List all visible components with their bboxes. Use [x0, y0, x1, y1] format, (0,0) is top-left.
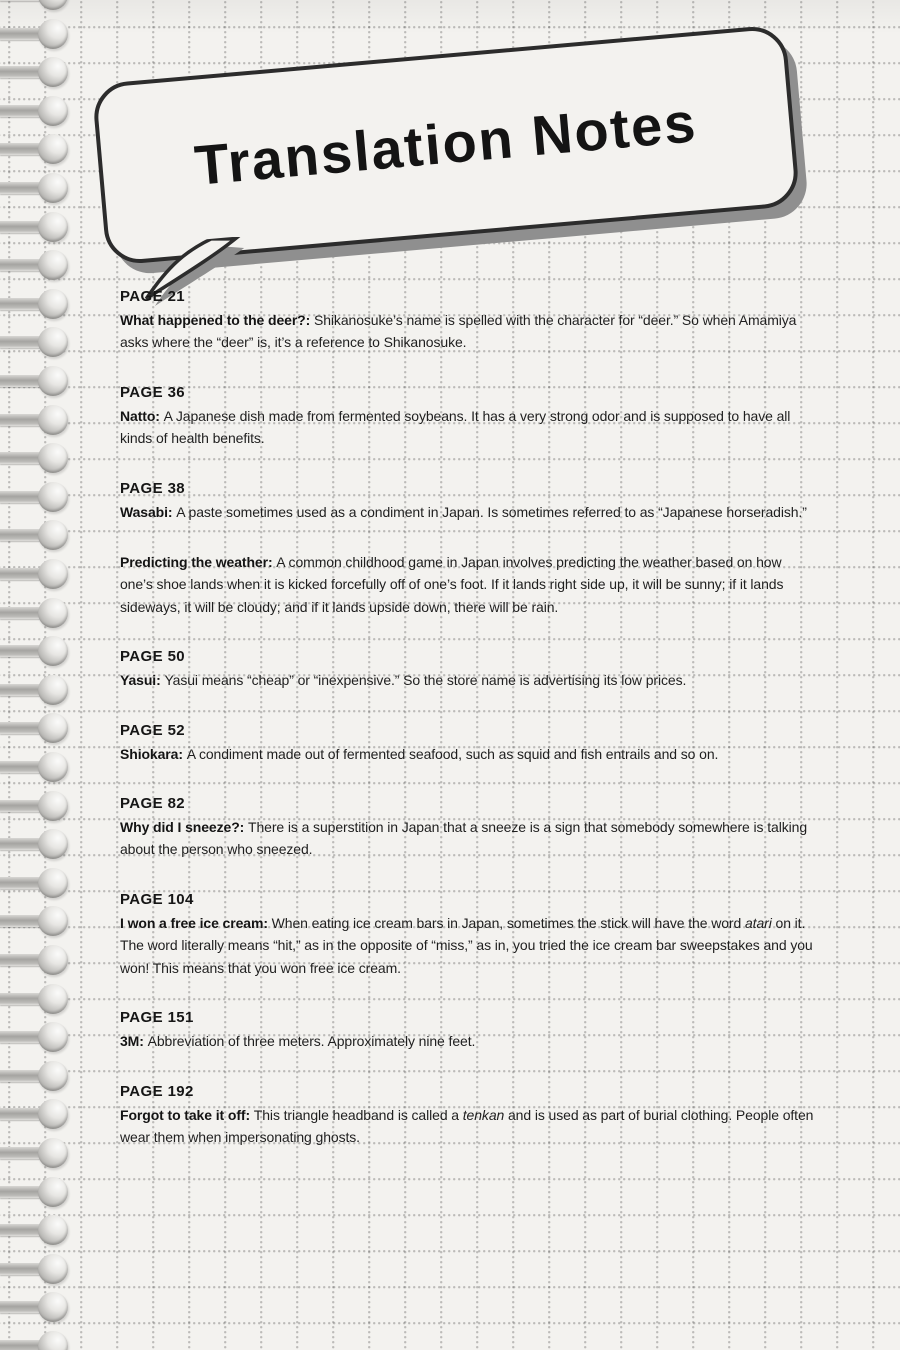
- binder-ring-icon: [0, 366, 70, 396]
- binder-ring-hole: [38, 482, 68, 512]
- translation-notes-list: [120, 288, 814, 1178]
- note-entry: [120, 816, 814, 861]
- binder-ring-hole: [38, 1099, 68, 1129]
- note-entry: [120, 501, 814, 523]
- binder-ring-hole: [38, 752, 68, 782]
- spiral-binding: [0, 0, 80, 1350]
- page-heading: PAGE 192: [120, 1082, 194, 1100]
- note-entry: [120, 1104, 814, 1149]
- binder-ring-icon: [0, 1138, 70, 1168]
- binder-ring-icon: [0, 1215, 70, 1245]
- binder-ring-icon: [0, 173, 70, 203]
- binder-ring-hole: [38, 1331, 68, 1350]
- binder-ring-hole: [38, 405, 68, 435]
- binder-ring-icon: [0, 0, 70, 10]
- note-section: [120, 384, 814, 450]
- note-section: [120, 480, 814, 619]
- binder-ring-icon: [0, 1254, 70, 1284]
- binder-ring-icon: [0, 443, 70, 473]
- binder-ring-icon: [0, 713, 70, 743]
- page-heading: PAGE 21: [120, 288, 186, 305]
- note-text: A condiment made out of fermented seafood, such as squid and fish entrails and so on.: [186, 745, 719, 762]
- binder-ring-hole: [38, 559, 68, 589]
- page-heading: PAGE 82: [120, 795, 186, 813]
- note-term: What happened to the deer?:: [120, 312, 314, 328]
- binder-ring-hole: [38, 1292, 68, 1322]
- binder-ring-icon: [0, 906, 70, 936]
- binder-ring-hole: [38, 1138, 68, 1168]
- binder-ring-icon: [0, 1022, 70, 1052]
- binder-ring-icon: [0, 96, 70, 126]
- binder-ring-icon: [0, 945, 70, 975]
- binder-ring-hole: [38, 1254, 68, 1284]
- note-term: 3M:: [120, 1033, 148, 1050]
- note-text: This triangle headband is called a: [253, 1106, 463, 1123]
- note-text: on it. The word literally means “hit,” as in the opposite of “miss,” as in, you tried the ice cream bar sweepstakes and you won! This means that you won free ice cream.: [120, 914, 813, 976]
- binder-ring-icon: [0, 752, 70, 782]
- note-text: A Japanese dish made from fermented soybeans. It has a very strong odor and is supposed to have all kinds of health benefits.: [120, 407, 791, 447]
- binder-ring-hole: [38, 1022, 68, 1052]
- binder-ring-icon: [0, 250, 70, 280]
- binder-ring-icon: [0, 984, 70, 1014]
- binder-ring-icon: [0, 1061, 70, 1091]
- note-term: Natto:: [120, 407, 164, 424]
- binder-ring-hole: [38, 250, 68, 280]
- binder-ring-icon: [0, 327, 70, 357]
- binder-ring-icon: [0, 598, 70, 628]
- binder-ring-icon: [0, 1292, 70, 1322]
- binder-ring-icon: [0, 482, 70, 512]
- binder-ring-icon: [0, 559, 70, 589]
- binder-ring-icon: [0, 1099, 70, 1129]
- binder-ring-icon: [0, 829, 70, 859]
- binder-ring-icon: [0, 791, 70, 821]
- note-section: [120, 795, 814, 861]
- note-text: and is used as part of burial clothing. People often wear them when impersonating ghosts.: [120, 1106, 814, 1145]
- note-entry: [120, 309, 814, 354]
- note-entry: [120, 743, 814, 765]
- binder-ring-hole: [38, 791, 68, 821]
- note-section: [120, 891, 814, 979]
- binder-ring-hole: [38, 327, 68, 357]
- binder-ring-icon: [0, 1177, 70, 1207]
- note-text: A paste sometimes used as a condiment in Japan. Is sometimes referred to as “Japanese horseradish.”: [176, 503, 807, 520]
- binder-ring-hole: [38, 289, 68, 319]
- note-entry: [120, 1030, 814, 1052]
- note-section: [120, 1009, 814, 1052]
- binder-ring-hole: [38, 829, 68, 859]
- binder-ring-hole: [38, 598, 68, 628]
- binder-ring-hole: [38, 945, 68, 975]
- page-title: Translation Notes: [192, 89, 700, 197]
- binder-ring-hole: [38, 19, 68, 49]
- note-term: Shiokara:: [120, 745, 187, 762]
- binder-ring-hole: [38, 868, 68, 898]
- binder-ring-hole: [38, 57, 68, 87]
- note-term: Forgot to take it off:: [120, 1106, 254, 1123]
- binder-ring-hole: [38, 134, 68, 164]
- page-heading: PAGE 104: [120, 890, 194, 908]
- italic-term: tenkan: [462, 1106, 505, 1123]
- note-text: There is a superstition in Japan that a sneeze is a sign that somebody somewhere is talking about the person who sneezed.: [120, 819, 808, 858]
- binder-ring-icon: [0, 134, 70, 164]
- binder-ring-hole: [38, 1215, 68, 1245]
- note-term: Predicting the weather:: [120, 554, 277, 571]
- note-term: Wasabi:: [120, 503, 177, 520]
- binder-ring-hole: [38, 96, 68, 126]
- binder-ring-hole: [38, 212, 68, 242]
- page-heading: PAGE 50: [120, 648, 186, 666]
- binder-ring-hole: [38, 1061, 68, 1091]
- note-term: Why did I sneeze?:: [120, 819, 249, 836]
- binder-ring-hole: [38, 443, 68, 473]
- binder-ring-icon: [0, 405, 70, 435]
- page-heading: PAGE 52: [120, 721, 186, 739]
- page-heading: PAGE 151: [120, 1009, 194, 1027]
- binder-ring-icon: [0, 57, 70, 87]
- binder-ring-icon: [0, 19, 70, 49]
- binder-ring-hole: [38, 984, 68, 1014]
- note-term: Yasui:: [120, 672, 165, 689]
- binder-ring-hole: [38, 675, 68, 705]
- note-text: Abbreviation of three meters. Approximately nine feet.: [147, 1033, 476, 1050]
- note-text: When eating ice cream bars in Japan, sometimes the stick will have the word: [271, 914, 745, 931]
- note-section: [120, 288, 814, 354]
- binder-ring-hole: [38, 636, 68, 666]
- note-text: Yasui means “cheap” or “inexpensive.” So the store name is advertising its low prices.: [164, 672, 687, 689]
- note-entry: [120, 912, 814, 979]
- binder-ring-hole: [38, 366, 68, 396]
- note-entry: [120, 669, 814, 691]
- binder-ring-icon: [0, 289, 70, 319]
- note-text: Shikanosuke’s name is spelled with the character for “deer.” So when Amamiya asks where the “deer” is, it’s a reference to Shikanosuke.: [120, 312, 797, 351]
- binder-ring-hole: [38, 713, 68, 743]
- note-entry: [120, 405, 814, 450]
- page-heading: PAGE 38: [120, 479, 186, 497]
- binder-ring-icon: [0, 212, 70, 242]
- binder-ring-hole: [38, 173, 68, 203]
- note-entry: [120, 551, 814, 618]
- binder-ring-icon: [0, 675, 70, 705]
- note-section: [120, 722, 814, 765]
- italic-term: atari: [744, 914, 772, 931]
- note-section: [120, 1083, 814, 1149]
- binder-ring-hole: [38, 906, 68, 936]
- page-heading: PAGE 36: [120, 383, 186, 401]
- title-speech-bubble: [91, 24, 800, 266]
- binder-ring-icon: [0, 868, 70, 898]
- binder-ring-icon: [0, 520, 70, 550]
- binder-ring-icon: [0, 636, 70, 666]
- binder-ring-icon: [0, 1331, 70, 1350]
- binder-ring-hole: [38, 520, 68, 550]
- note-section: [120, 648, 814, 691]
- binder-ring-hole: [38, 1177, 68, 1207]
- note-text: A common childhood game in Japan involves predicting the weather based on how one’s shoe lands when it is kicked forcefully off of one’s foot. If it lands right side up, it will be sunny; if it lands sideways, it will be cloudy; and if it lands upside down, there will be rain.: [120, 554, 784, 615]
- note-term: I won a free ice cream:: [120, 914, 272, 931]
- binder-ring-hole: [38, 0, 68, 10]
